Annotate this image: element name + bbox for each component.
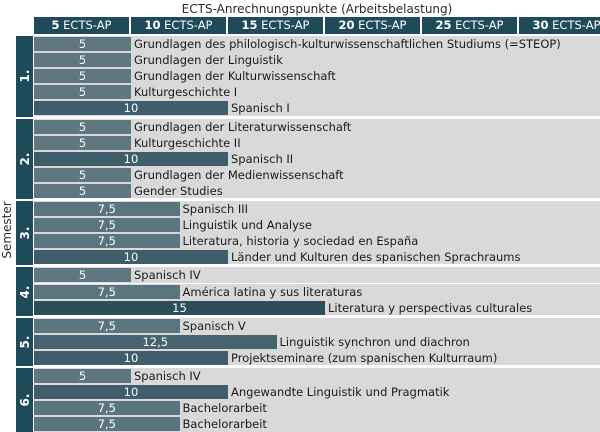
course-name-label: Spanisch V	[182, 318, 246, 333]
bar-value-label: 5	[78, 167, 87, 182]
semester-separator	[34, 264, 600, 266]
course-name-label: Grundlagen der Medienwissenschaft	[134, 167, 344, 182]
course-name-label: Spanisch I	[231, 101, 290, 116]
x-tick-10	[131, 17, 228, 34]
course-name-label: Grundlagen der Kulturwissenschaft	[134, 69, 336, 84]
semester-label: 4.	[17, 285, 32, 298]
semester-label-cell	[16, 318, 33, 366]
semester-separator	[34, 116, 600, 118]
x-tick-unit: ECTS-AP	[160, 18, 213, 32]
bar-value-label: 10	[123, 250, 139, 265]
course-name-label: Kulturgeschichte II	[134, 135, 241, 150]
bar-value-label: 5	[78, 135, 87, 150]
x-tick-number: 30	[532, 18, 549, 32]
bar-value-label: 10	[123, 151, 139, 166]
bar-value-label: 5	[78, 85, 87, 100]
x-tick-number: 20	[338, 18, 355, 32]
course-name-label: Spanisch IV	[134, 369, 201, 383]
bar-value-label: 10	[123, 350, 139, 365]
course-name-label: Angewandte Linguistik und Pragmatik	[231, 385, 450, 400]
bar-value-label: 5	[78, 268, 87, 283]
semester-label-cell	[16, 267, 33, 315]
semester-separator	[34, 198, 600, 200]
course-name-label: Literatura, historia y sociedad en España	[182, 234, 419, 249]
x-tick-5	[34, 17, 131, 34]
bar-value-label: 5	[78, 69, 87, 84]
x-tick-unit: ECTS-AP	[59, 18, 112, 32]
bar-value-label: 7,5	[97, 202, 116, 216]
bar-value-label: 5	[78, 53, 87, 68]
semester-label: 6.	[17, 393, 32, 407]
bar-value-label: 7,5	[97, 401, 116, 416]
course-name-label: Grundlagen des philologisch-kulturwissenschaftlichen Studiums (=STEOP)	[134, 37, 561, 51]
course-name-label: Spanisch III	[182, 202, 249, 216]
x-tick-number: 25	[435, 18, 452, 32]
x-tick-25	[422, 17, 519, 34]
course-name-label: Gender Studies	[134, 183, 223, 198]
semester-label: 3.	[17, 226, 32, 240]
x-tick-number: 15	[241, 18, 258, 32]
semester-label-cell	[16, 36, 33, 117]
semester-separator	[34, 365, 600, 367]
bar-value-label: 10	[123, 101, 139, 116]
course-name-label: América latina y sus literaturas	[182, 284, 363, 299]
course-name-label: Grundlagen der Linguistik	[134, 53, 283, 68]
course-name-label: Grundlagen der Literaturwissenschaft	[134, 119, 352, 134]
bar-value-label: 5	[78, 119, 87, 134]
course-name-label: Kulturgeschichte I	[134, 85, 238, 100]
course-name-label: Projektseminare (zum spanischen Kulturraum)	[231, 350, 498, 365]
bar-value-label: 12,5	[142, 334, 169, 349]
course-name-label: Literatura y perspectivas culturales	[328, 300, 533, 315]
bar-value-label: 5	[78, 183, 87, 198]
semester-label: 2.	[17, 152, 32, 166]
semester-label-cell	[16, 201, 33, 265]
semester-separator	[34, 315, 600, 317]
y-axis-label	[0, 40, 14, 420]
course-name-label: Bachelorarbeit	[182, 417, 267, 432]
course-name-label: Linguistik synchron und diachron	[279, 334, 470, 349]
bar-value-label: 5	[78, 37, 87, 51]
bar-value-label: 7,5	[97, 218, 116, 233]
course-name-label: Länder und Kulturen des spanischen Sprachraums	[231, 250, 521, 265]
x-tick-15	[228, 17, 325, 34]
x-tick-30	[519, 17, 600, 34]
x-tick-unit: ECTS-AP	[548, 18, 600, 32]
course-name-label: Spanisch IV	[134, 268, 201, 283]
bar-value-label: 7,5	[97, 417, 116, 432]
bar-value-label: 10	[123, 385, 139, 400]
course-name-label: Bachelorarbeit	[182, 401, 267, 416]
bar-value-label: 7,5	[97, 318, 116, 333]
x-tick-unit: ECTS-AP	[257, 18, 310, 32]
bar-value-label: 7,5	[97, 234, 116, 249]
x-tick-unit: ECTS-AP	[354, 18, 407, 32]
chart-title: ECTS-Anrechnungspunkte (Arbeitsbelastung)	[181, 2, 453, 16]
y-axis-label-text: Semester	[0, 201, 14, 259]
x-tick-number: 10	[144, 18, 161, 32]
x-tick-unit: ECTS-AP	[451, 18, 504, 32]
bar-value-label: 15	[172, 300, 187, 315]
x-tick-number: 5	[51, 18, 60, 32]
x-tick-20	[325, 17, 422, 34]
semester-label: 1.	[17, 69, 32, 83]
course-name-label: Spanisch II	[231, 151, 294, 166]
course-name-label: Linguistik und Analyse	[182, 218, 312, 233]
semester-label-cell	[16, 119, 33, 200]
bar-value-label: 5	[78, 369, 87, 383]
semester-label: 5.	[17, 335, 32, 349]
bar-value-label: 7,5	[97, 284, 116, 299]
semester-label-cell	[16, 368, 33, 432]
